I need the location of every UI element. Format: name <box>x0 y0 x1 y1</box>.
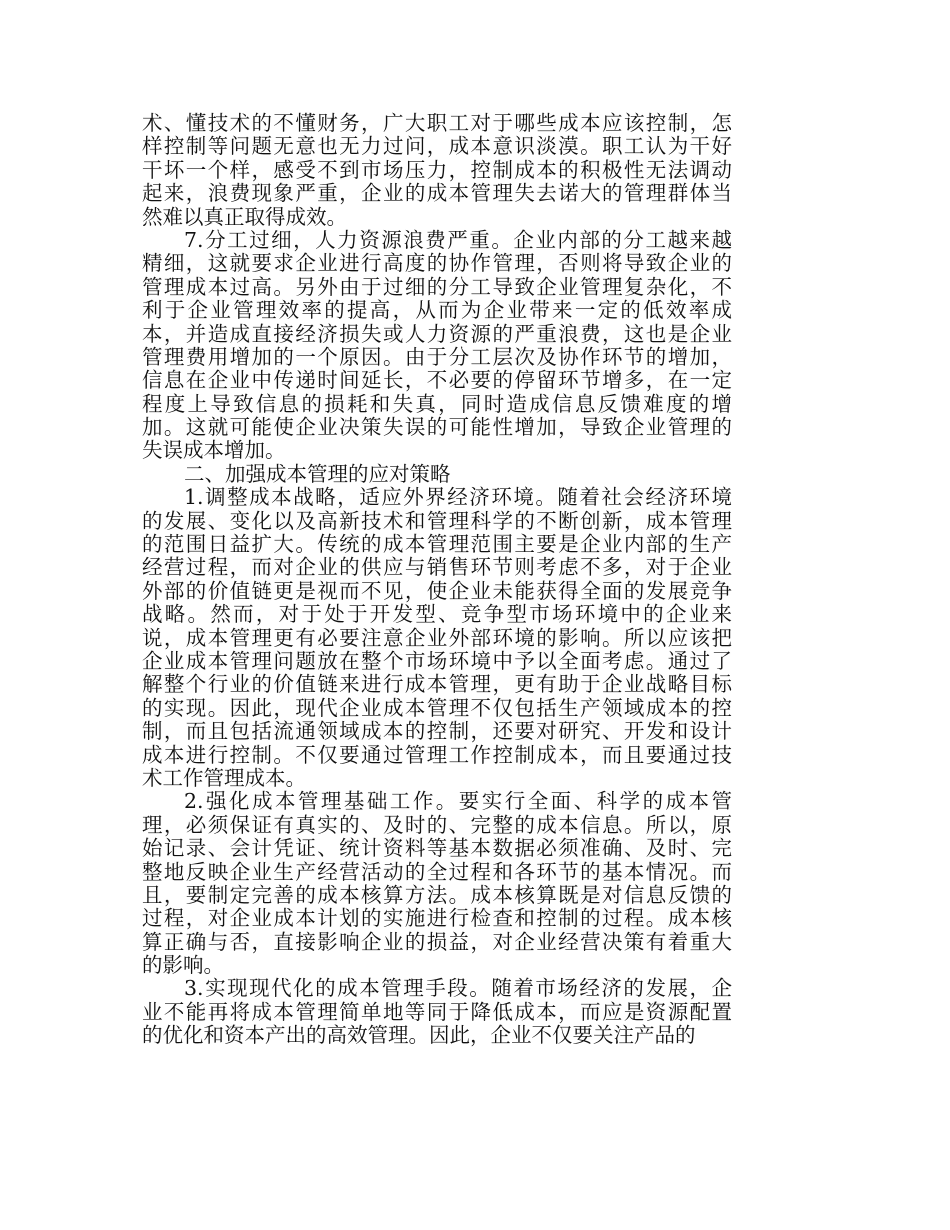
text-line: 成本进行控制。不仅要通过管理工作控制成本，而且要通过技 <box>142 742 732 767</box>
text-line: 解整个行业的价值链来进行成本管理，更有助于企业战略目标 <box>142 672 732 697</box>
text-line: 理，必须保证有真实的、及时的、完整的成本信息。所以，原 <box>142 812 732 837</box>
text-line: 2.强化成本管理基础工作。要实行全面、科学的成本管 <box>184 789 732 814</box>
text-line: 外部的价值链更是视而不见，使企业未能获得全面的发展竞争 <box>142 578 732 603</box>
text-line: 且，要制定完善的成本核算方法。成本核算既是对信息反馈的 <box>142 882 732 907</box>
text-line: 1.调整成本战略，适应外界经济环境。随着社会经济环境 <box>184 485 732 510</box>
text-line: 经营过程，而对企业的供应与销售环节则考虑不多，对于企业 <box>142 555 732 580</box>
text-line: 企业成本管理问题放在整个市场环境中予以全面考虑。通过了 <box>142 648 732 673</box>
text-line: 3.实现现代化的成本管理手段。随着市场经济的发展，企 <box>184 976 732 1001</box>
text-line: 的发展、变化以及高新技术和管理科学的不断创新，成本管理 <box>142 508 732 533</box>
text-line: 术工作管理成本。 <box>142 765 306 790</box>
text-line: 然难以真正取得成效。 <box>142 204 347 229</box>
text-line: 始记录、会计凭证、统计资料等基本数据必须准确、及时、完 <box>142 836 732 861</box>
text-line: 管理成本过高。另外由于过细的分工导致企业管理复杂化，不 <box>142 274 732 299</box>
text-line: 的优化和资本产出的高效管理。因此，企业不仅要关注产品的 <box>142 1023 696 1048</box>
text-line: 术、懂技术的不懂财务，广大职工对于哪些成本应该控制，怎 <box>142 111 732 135</box>
text-line: 利于企业管理效率的提高，从而为企业带来一定的低效率成 <box>142 298 732 323</box>
paragraph <box>142 463 732 486</box>
text-line: 加。这就可能使企业决策失误的可能性增加，导致企业管理的 <box>142 415 732 440</box>
text-line: 过程，对企业成本计划的实施进行检查和控制的过程。成本核 <box>142 906 732 931</box>
text-line: 二、加强成本管理的应对策略 <box>184 461 451 486</box>
text-line: 精细，这就要求企业进行高度的协作管理，否则将导致企业的 <box>142 251 732 276</box>
text-line: 的实现。因此，现代企业成本管理不仅包括生产领域成本的控 <box>142 695 732 720</box>
paragraph <box>142 112 732 229</box>
text-line: 失误成本增加。 <box>142 438 286 463</box>
text-line: 程度上导致信息的损耗和失真，同时造成信息反馈难度的增 <box>142 391 732 416</box>
paragraph <box>142 486 732 790</box>
text-line: 说，成本管理更有必要注意企业外部环境的影响。所以应该把 <box>142 625 732 650</box>
text-line: 信息在企业中传递时间延长，不必要的停留环节增多，在一定 <box>142 368 732 393</box>
text-line: 样控制等问题无意也无力过问，成本意识淡漠。职工认为干好 <box>142 134 732 159</box>
paragraph <box>142 977 732 1047</box>
paragraph <box>142 790 732 977</box>
text-line: 干坏一个样，感受不到市场压力，控制成本的积极性无法调动 <box>142 157 732 182</box>
document-page <box>142 112 732 1048</box>
text-line: 业不能再将成本管理简单地等同于降低成本，而应是资源配置 <box>142 999 732 1024</box>
text-line: 管理费用增加的一个原因。由于分工层次及协作环节的增加， <box>142 344 732 369</box>
text-line: 7.分工过细，人力资源浪费严重。企业内部的分工越来越 <box>184 227 732 252</box>
text-line: 本，并造成直接经济损失或人力资源的严重浪费，这也是企业 <box>142 321 732 346</box>
text-line: 的范围日益扩大。传统的成本管理范围主要是企业内部的生产 <box>142 532 732 557</box>
paragraph <box>142 229 732 463</box>
text-line: 整地反映企业生产经营活动的全过程和各环节的基本情况。而 <box>142 859 732 884</box>
text-line: 起来，浪费现象严重，企业的成本管理失去诺大的管理群体当 <box>142 181 732 206</box>
text-line: 算正确与否，直接影响企业的损益，对企业经营决策有着重大 <box>142 929 732 954</box>
text-line: 制，而且包括流通领域成本的控制，还要对研究、开发和设计 <box>142 719 732 744</box>
text-line: 的影响。 <box>142 953 224 978</box>
text-line: 战略。然而，对于处于开发型、竞争型市场环境中的企业来 <box>142 602 732 627</box>
